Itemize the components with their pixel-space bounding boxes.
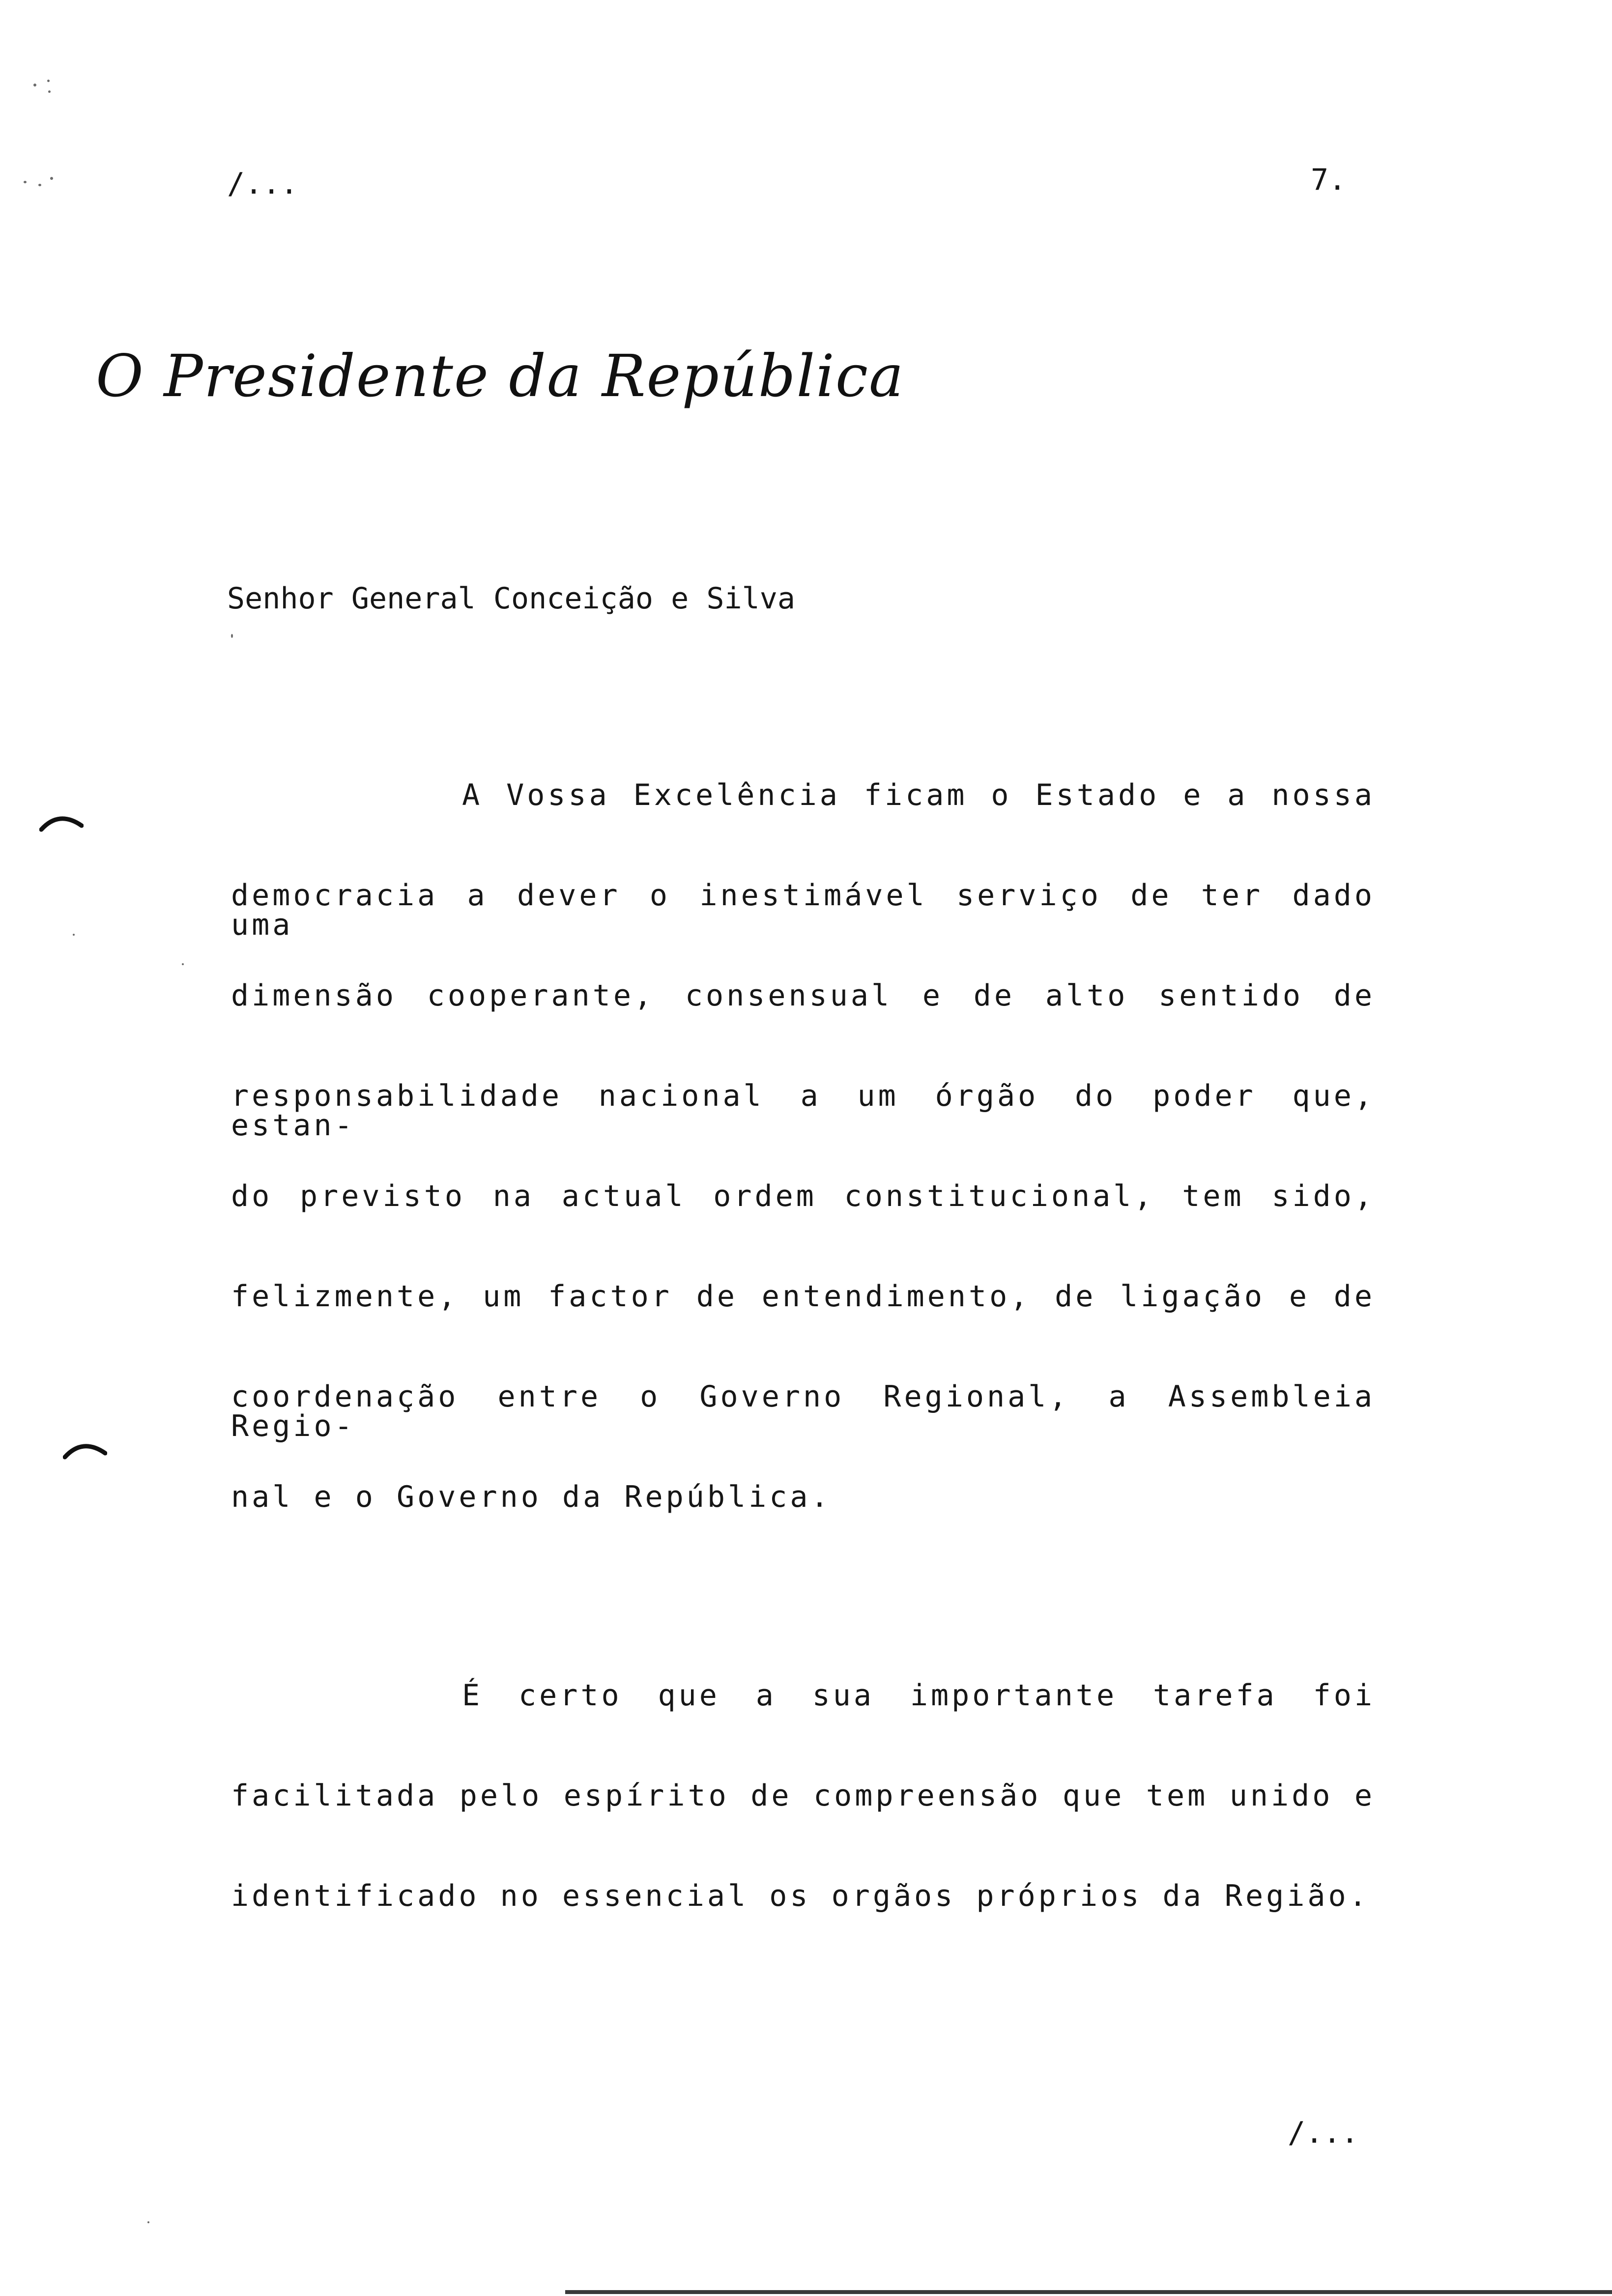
scan-edge xyxy=(565,2290,1612,2294)
binding-hole-mark xyxy=(39,811,84,840)
page-number: 7. xyxy=(1311,163,1347,197)
paragraph-line: dimensão cooperante, consensual e de alto sentido de xyxy=(231,978,1375,1013)
binding-hole-mark xyxy=(63,1437,107,1467)
scan-speck xyxy=(231,634,233,638)
paragraph-line: do previsto na actual ordem constitucional, tem sido, xyxy=(231,1179,1375,1213)
scan-speck xyxy=(73,934,75,936)
continuation-mark-bottom: /... xyxy=(1288,2116,1359,2150)
scan-speck xyxy=(147,2221,149,2223)
paragraph-line: identificado no essencial os orgãos próprios da Região. xyxy=(231,1879,1370,1913)
paragraph-line: nal e o Governo da República. xyxy=(231,1480,832,1514)
salutation: Senhor General Conceição e Silva xyxy=(227,581,795,616)
scan-speck xyxy=(50,177,53,180)
paragraph-line: É certo que a sua importante tarefa foi xyxy=(462,1678,1375,1713)
scan-speck xyxy=(33,84,36,86)
scan-speck xyxy=(48,90,51,93)
continuation-mark-top: /... xyxy=(227,167,298,201)
letterhead: O Presidente da República xyxy=(96,342,905,410)
scan-speck xyxy=(47,80,50,82)
scan-speck xyxy=(38,184,41,186)
paragraph-line: democracia a dever o inestimável serviço de ter dado uma xyxy=(231,878,1375,942)
scan-speck xyxy=(24,181,27,183)
paragraph-line: felizmente, um factor de entendimento, de ligação e de xyxy=(231,1279,1375,1314)
paragraph-line: responsabilidade nacional a um órgão do poder que, estan- xyxy=(231,1079,1375,1143)
scan-speck xyxy=(182,963,184,965)
paragraph-line: coordenação entre o Governo Regional, a Assembleia Regio- xyxy=(231,1379,1375,1443)
paragraph-line: facilitada pelo espírito de compreensão que tem unido e xyxy=(231,1779,1375,1813)
paragraph-line: A Vossa Excelência ficam o Estado e a nossa xyxy=(462,778,1375,812)
